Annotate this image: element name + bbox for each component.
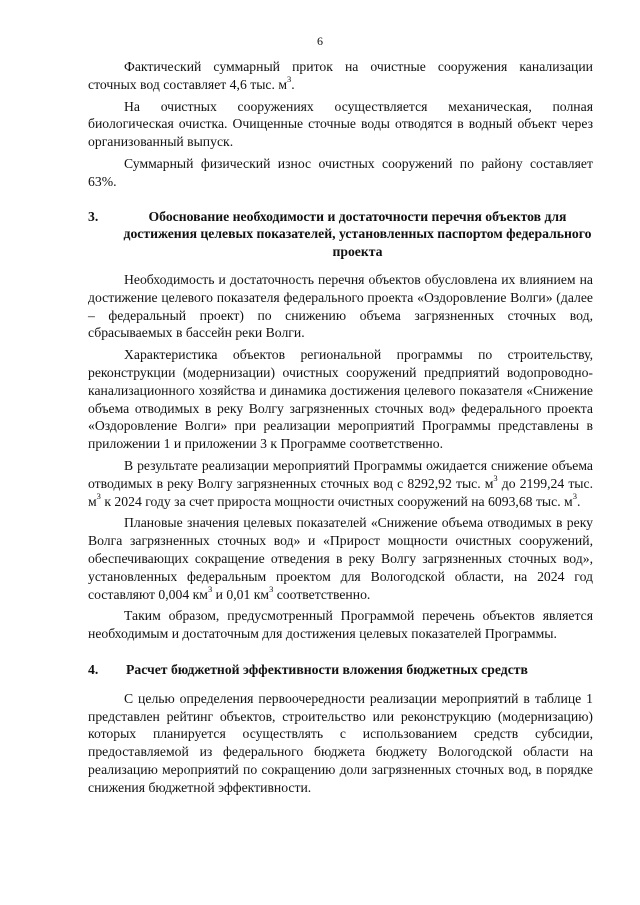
section-3-paragraph-1: Необходимость и достаточность перечня объектов обусловлена их влиянием на достижение целевого показателя федерального проекта «Оздоровление Волги» (далее – федеральный проект) по снижению объема загрязненных сточных вод, сбрасываемых в бассейн реки Волги. <box>88 271 593 341</box>
inflow-end: . <box>291 76 295 92</box>
p3-text-d: . <box>576 493 581 509</box>
p3-text-b: до 2199,24 тыс. м <box>88 475 593 509</box>
section-3-paragraph-2: Характеристика объектов региональной программы по строительству, реконструкции (модернизации) очистных сооружений предприятий водопроводно-канализационного хозяйства и динамика достижения целевого показателя «Снижение объема отводимых в реку Волгу загрязненных сточных вод» федерального проекта «Оздоровление Волги» при реализации мероприятий Программы представлены в приложении 1 и приложении 3 к Программе соответственно. <box>88 347 593 452</box>
inflow-unit-sup: 3 <box>286 74 292 85</box>
intro-paragraph-inflow <box>88 58 593 94</box>
p3-text-a: В результате реализации мероприятий Программы ожидается снижение объема отводимых в реку Волгу загрязненных сточных вод с 8292,92 тыс. м <box>88 457 593 491</box>
section-3-paragraph-5: Таким образом, предусмотренный Программой перечень объектов является необходимым и достаточным для достижения целевых показателей Программы. <box>88 608 593 642</box>
intro-paragraph-treatment: На очистных сооружениях осуществляется механическая, полная биологическая очистка. Очищенные сточные воды отводятся в водный объект через организованный выпуск. <box>88 98 593 150</box>
intro-paragraph-wear: Суммарный физический износ очистных сооружений по району составляет 63%. <box>88 155 593 189</box>
section-3-paragraph-4 <box>88 514 593 603</box>
section-4-number: 4. <box>88 661 99 677</box>
section-3-title: Обоснование необходимости и достаточности перечня объектов для достижения целевых показателей, установленных паспортом федерального проекта <box>123 208 592 260</box>
inflow-text: Фактический суммарный приток на очистные сооружения канализации сточных вод составляет 4,6 тыс. м <box>88 59 593 92</box>
section-4-heading <box>88 661 593 679</box>
p3-sup-2: 3 <box>96 490 101 501</box>
p4-text-b: и 0,01 км <box>212 586 270 602</box>
p3-text-c: к 2024 году за счет прироста мощности очистных сооружений на 6093,68 тыс. м <box>100 493 573 509</box>
section-3-paragraph-3 <box>88 457 593 510</box>
document-body <box>88 58 593 800</box>
section-3-heading <box>88 208 593 261</box>
p4-text-a: Плановые значения целевых показателей «Снижение объема отводимых в реку Волга загрязненных сточных вод» и «Прирост мощности очистных сооружений, обеспечивающих сокращение отведения в реку Волгу загрязненных сточных вод», установленных федеральным проектом для Вологодской области, на 2024 год составляют 0,004 км <box>88 515 593 602</box>
section-4-paragraph-1: С целью определения первоочередности реализации мероприятий в таблице 1 представлен рейтинг объектов, строительство или реконструкцию (модернизацию) которых планируется осуществлять с использованием средств субсидии, предоставляемой из федерального бюджета бюджету Вологодской области на реализацию мероприятий по сокращению доли загрязненных сточных вод, в порядке снижения бюджетной эффективности. <box>88 690 593 795</box>
p3-sup-1: 3 <box>493 473 498 484</box>
p4-sup-1: 3 <box>207 583 213 594</box>
section-3-number: 3. <box>88 208 99 224</box>
page-number: 6 <box>317 34 323 48</box>
p4-sup-2: 3 <box>269 583 274 594</box>
section-4-title: Расчет бюджетной эффективности вложения бюджетных средств <box>126 661 528 677</box>
p3-sup-3: 3 <box>572 490 577 501</box>
p4-text-c: соответственно. <box>273 586 371 602</box>
